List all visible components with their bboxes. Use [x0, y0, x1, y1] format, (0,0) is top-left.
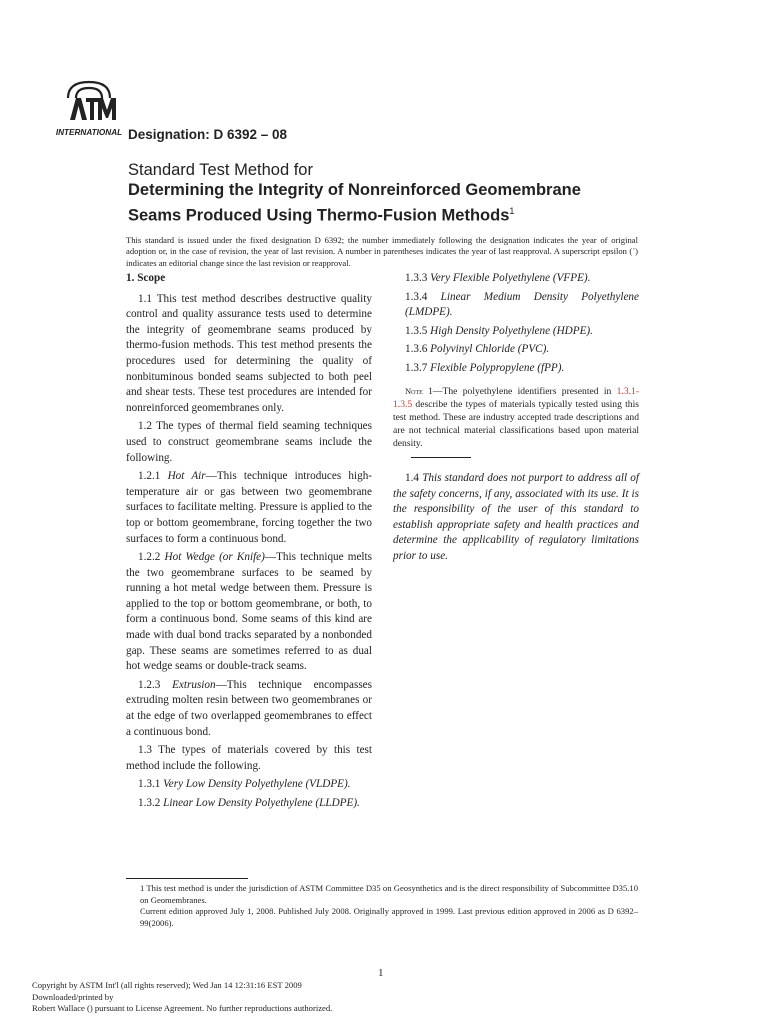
- paragraph-1-2: 1.2 The types of thermal field seaming techniques used to construct geomembrane seams include the following.: [126, 420, 372, 464]
- material-lldpe: Linear Low Density Polyethylene (LLDPE).: [163, 797, 360, 809]
- paragraph-1-3-1: [126, 777, 372, 793]
- paragraph-number: 1.3.1: [138, 778, 161, 791]
- paragraph-1-2-1: [126, 469, 372, 547]
- paragraph-text: —This technique introduces high-temperature air or gas between two geomembrane surfaces to facilitate melting. Pressure is applied to the top or bottom geomembrane, forcing together the two surfaces to form a continuous bond.: [126, 470, 373, 545]
- note-cross-reference-link[interactable]: 1.3.1-1.3.5: [393, 385, 640, 410]
- paragraph-number: 1.3.4: [405, 290, 428, 303]
- copyright-line-1: Copyright by ASTM Int'l (all rights reserved); Wed Jan 14 12:31:16 EST 2009: [32, 980, 302, 990]
- paragraph-1-2-3: [126, 678, 372, 740]
- paragraph-text: —This technique melts the two geomembrane surfaces to be seamed by running a hot metal wedge between them. Pressure is applied to the top or bottom geomembrane, or both, to form a continuous bond. Some seams of this kind are made with dual bond tracks separated by a nonbonded gap. These seams are sometimes referred to as dual hot wedge seams or double-track seams.: [126, 551, 373, 673]
- paragraph-1-3-7: [393, 361, 639, 377]
- note-label: Note: [405, 385, 423, 396]
- term-hot-air: Hot Air: [167, 470, 206, 483]
- material-pvc: Polyvinyl Chloride (PVC).: [430, 343, 550, 356]
- left-column: [126, 271, 372, 815]
- paragraph-number: 1.4: [405, 472, 419, 484]
- paragraph-text: —This technique encompasses extruding molten resin between two geomembranes or at the edge of two overlapped geomembranes to effect a continuous bond.: [126, 678, 372, 738]
- paragraph-1-4: [393, 471, 639, 565]
- paragraph-1-3-4: [393, 290, 639, 321]
- note-number: 1: [428, 385, 433, 397]
- paragraph-1-3-5: [393, 324, 639, 340]
- right-column: [393, 271, 639, 450]
- term-extrusion: Extrusion: [172, 678, 216, 691]
- paragraph-1-1: 1.1 This test method describes destructive quality control and quality assurance tests used to determine the integrity of geomembrane seams produced by thermo-fusion methods. This test method presents the procedures used for determining the quality of nonbituminous bonded seams subjected to both peel and shear tests. These test procedures are intended for nonreinforced geomembranes only.: [126, 292, 372, 414]
- note-separator-rule: [411, 457, 471, 458]
- note-1: [393, 385, 639, 450]
- paragraph-number: 1.2.2: [138, 551, 161, 564]
- paragraph-number: 1.3.6: [405, 343, 428, 356]
- title-line-1: Determining the Integrity of Nonreinforced Geomembrane: [128, 181, 581, 199]
- paragraph-number: 1.3.5: [405, 324, 428, 337]
- title-line-2: [128, 201, 648, 227]
- paragraph-1-3-2: [126, 796, 372, 812]
- paragraph-number: 1.3.7: [405, 361, 428, 374]
- material-vfpe: Very Flexible Polyethylene (VFPE).: [430, 272, 591, 284]
- astm-logo: [54, 76, 124, 138]
- title-footnote-mark[interactable]: 1: [509, 206, 515, 216]
- note-text-b: describe the types of materials typically tested using this test method. These are industry accepted trade descriptions and are not technical material classifications based upon material density.: [393, 398, 639, 449]
- note-text-a: —The polyethylene identifiers presented in: [432, 385, 617, 397]
- footnote-edition: Current edition approved July 1, 2008. Published July 2008. Originally approved in 1999. Last previous edition approved in 2006 as D 6392–99(2006).: [140, 906, 638, 928]
- safety-statement: This standard does not purport to address all of the safety concerns, if any, associated with its use. It is the responsibility of the user of this standard to establish appropriate safety and health practices and determine the applicability of regulatory limitations prior to use.: [393, 472, 640, 562]
- material-fpp: Flexible Polypropylene (fPP).: [430, 361, 565, 374]
- footnote-1: 1 This test method is under the jurisdiction of ASTM Committee D35 on Geosynthetics and is the direct responsibility of Subcommittee D35.10 on Geomembranes.: [140, 883, 638, 905]
- section-heading-scope: 1. Scope: [126, 272, 166, 284]
- intro-paragraph: This standard is issued under the fixed designation D 6392; the number immediately following the designation indicates the year of original adoption or, in the case of revision, the year of last revision. A number in parentheses indicates the year of last reapproval. A superscript epsilon (´) indicates an editorial change since the last revision or reapproval.: [126, 235, 638, 268]
- copyright-block: [32, 980, 512, 1015]
- paragraph-1-3: 1.3 The types of materials covered by this test method include the following.: [126, 744, 372, 772]
- title-line-2-text: Seams Produced Using Thermo-Fusion Methods: [128, 206, 510, 225]
- paragraph-1-3-3: [393, 271, 639, 287]
- footnote-separator-rule: [126, 878, 248, 879]
- standard-label: Standard Test Method for: [128, 161, 313, 179]
- material-vldpe: Very Low Density Polyethylene (VLDPE).: [163, 778, 351, 791]
- material-hdpe: High Density Polyethylene (HDPE).: [430, 324, 593, 337]
- page-number: 1: [378, 967, 384, 979]
- paragraph-number: 1.2.1: [138, 470, 161, 483]
- copyright-line-3: Robert Wallace () pursuant to License Agreement. No further reproductions authorized.: [32, 1003, 333, 1014]
- logo-wordmark: INTERNATIONAL: [55, 128, 123, 137]
- document-title: [128, 180, 648, 227]
- material-lmdpe: Linear Medium Density Polyethylene (LMDPE).: [405, 290, 639, 319]
- footnotes: [126, 883, 638, 929]
- paragraph-number: 1.2.3: [138, 678, 161, 691]
- term-hot-wedge: Hot Wedge (or Knife): [164, 551, 265, 564]
- designation: Designation: D 6392 – 08: [128, 127, 288, 142]
- paragraph-number: 1.3.2: [138, 797, 161, 809]
- paragraph-1-2-2: [126, 550, 372, 675]
- paragraph-number: 1.3.3: [405, 272, 428, 284]
- paragraph-1-3-6: [393, 342, 639, 358]
- copyright-line-2: Downloaded/printed by: [32, 991, 114, 1002]
